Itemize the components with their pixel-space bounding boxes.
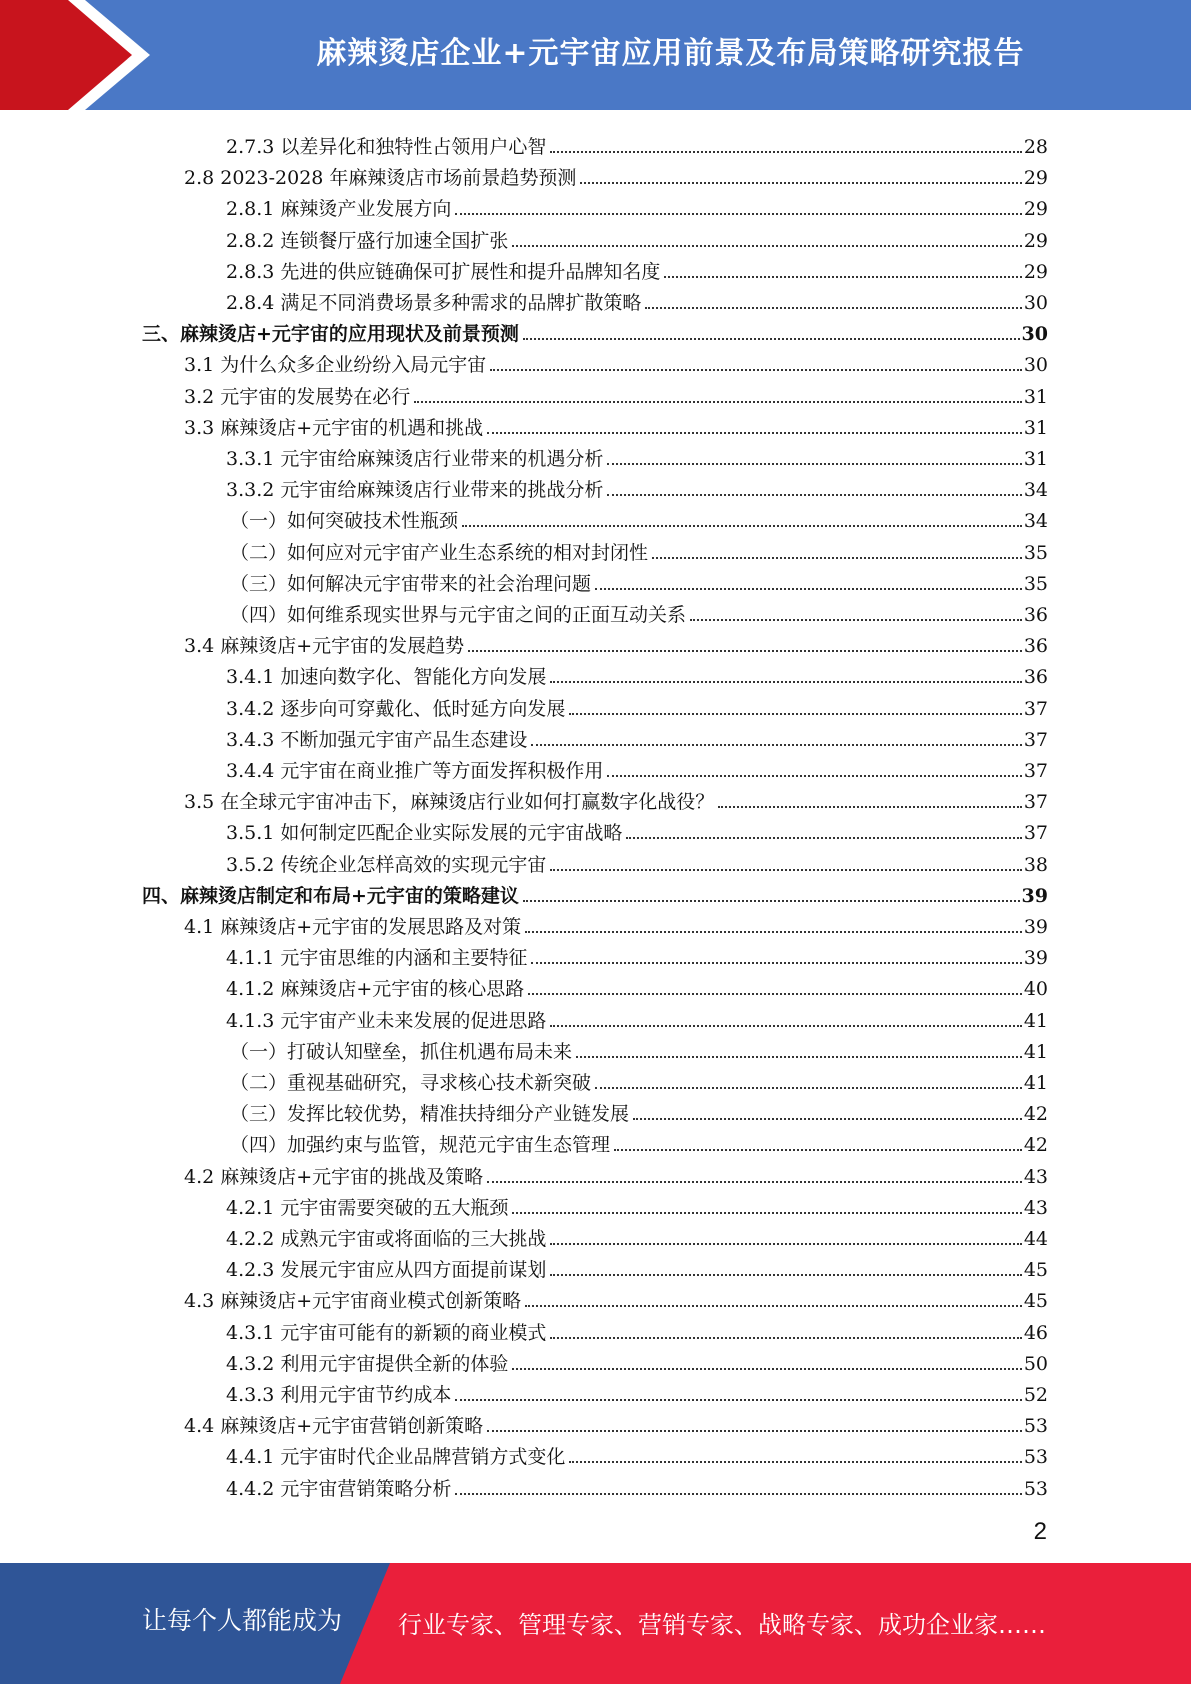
toc-entry[interactable]: [226, 127, 1048, 158]
footer-slogan-left: 让每个人都能成为: [142, 1606, 343, 1635]
toc-entry-label: 3.3.1 元宇宙给麻辣烫店行业带来的机遇分析: [226, 448, 604, 470]
toc-entry[interactable]: [226, 1001, 1048, 1032]
toc-entry-page: 39: [1021, 884, 1048, 907]
toc-entry-label: 4.3.2 利用元宇宙提供全新的体验: [226, 1352, 509, 1375]
toc-entry-label: 3.4.3 不断加强元宇宙产品生态建设: [226, 728, 528, 751]
toc-leader-dots: [718, 806, 1022, 808]
toc-entry-page: 37: [1023, 791, 1048, 814]
toc-entry-label: 4.3.1 元宇宙可能有的新颖的商业模式: [226, 1321, 547, 1344]
toc-entry-label: （四）加强约束与监管，规范元宇宙生态管理: [230, 1134, 611, 1157]
toc-entry-label: 4.3.3 利用元宇宙节约成本: [226, 1384, 452, 1406]
page-number: 2: [1033, 1518, 1047, 1545]
toc-entry-label: 2.8.3 先进的供应链确保可扩展性和提升品牌知名度: [226, 260, 661, 283]
toc-entry[interactable]: [184, 345, 1048, 376]
toc-entry-page: 29: [1023, 229, 1048, 252]
toc-leader-dots: [523, 900, 1020, 902]
toc-entry-label: 4.3 麻辣烫店+元宇宙商业模式创新策略: [184, 1290, 522, 1313]
toc-leader-dots: [633, 1118, 1022, 1120]
toc-leader-dots: [569, 1461, 1021, 1463]
toc-entry[interactable]: [184, 408, 1048, 439]
toc-leader-dots: [645, 307, 1021, 309]
toc-leader-dots: [614, 1149, 1022, 1151]
toc-entry-label: 4.2.2 成熟元宇宙或将面临的三大挑战: [226, 1228, 547, 1250]
toc-entry[interactable]: [230, 595, 1048, 626]
toc-entry-label: 4.4.1 元宇宙时代企业品牌营销方式变化: [226, 1446, 566, 1469]
toc-leader-dots: [523, 338, 1020, 340]
toc-leader-dots: [576, 1056, 1022, 1058]
toc-entry-page: 29: [1023, 167, 1048, 190]
toc-entry-label: 四、麻辣烫店制定和布局+元宇宙的策略建议: [142, 884, 519, 907]
toc-entry-page: 45: [1023, 1259, 1048, 1282]
toc-entry-page: 37: [1023, 822, 1048, 845]
toc-entry[interactable]: [226, 1344, 1048, 1375]
toc-entry-label: 2.7.3 以差异化和独特性占领用户心智: [226, 136, 547, 158]
toc-entry-page: 28: [1023, 136, 1048, 158]
toc-entry-page: 38: [1023, 853, 1048, 876]
toc-entry[interactable]: [184, 1406, 1048, 1437]
toc-entry-page: 41: [1023, 1072, 1048, 1094]
toc-entry-page: 37: [1023, 760, 1048, 782]
toc-entry-label: （二）如何应对元宇宙产业生态系统的相对封闭性: [230, 541, 649, 564]
toc-entry-label: （三）如何解决元宇宙带来的社会治理问题: [230, 572, 592, 595]
toc-entry[interactable]: [226, 720, 1048, 751]
toc-entry-page: 40: [1023, 978, 1048, 1001]
toc-entry-label: 2.8 2023-2028 年麻辣烫店市场前景趋势预测: [184, 167, 577, 190]
toc-entry[interactable]: [230, 533, 1048, 564]
toc-entry-page: 53: [1023, 1415, 1048, 1438]
toc-entry-page: 36: [1023, 604, 1048, 626]
toc-entry-page: 29: [1023, 198, 1048, 221]
toc-entry-page: 41: [1023, 1040, 1048, 1063]
toc-leader-dots: [550, 151, 1021, 153]
toc-entry-label: 3.2 元宇宙的发展势在必行: [184, 385, 411, 408]
toc-entry-page: 39: [1023, 916, 1048, 938]
toc-entry-label: （四）如何维系现实世界与元宇宙之间的正面互动关系: [230, 604, 687, 626]
page-footer: [0, 1563, 1191, 1684]
toc-entry-label: 3.5.2 传统企业怎样高效的实现元宇宙: [226, 853, 547, 876]
toc-leader-dots: [607, 494, 1021, 496]
toc-entry[interactable]: [184, 626, 1048, 657]
toc-leader-dots: [595, 588, 1022, 590]
toc-leader-dots: [512, 1368, 1021, 1370]
toc-entry[interactable]: [226, 252, 1048, 283]
toc-entry-label: 3.4.1 加速向数字化、智能化方向发展: [226, 666, 547, 689]
toc-leader-dots: [512, 245, 1021, 247]
toc-entry[interactable]: [184, 1281, 1048, 1312]
toc-leader-dots: [455, 1399, 1021, 1401]
toc-entry[interactable]: [226, 283, 1048, 314]
toc-entry[interactable]: [226, 969, 1048, 1000]
toc-entry-page: 36: [1023, 635, 1048, 658]
toc-leader-dots: [607, 463, 1021, 465]
toc-entry[interactable]: [226, 938, 1048, 969]
toc-entry-label: 3.5 在全球元宇宙冲击下，麻辣烫店行业如何打赢数字化战役？: [184, 791, 715, 814]
footer-slogan-right: 行业专家、管理专家、营销专家、战略专家、成功企业家……: [398, 1611, 1046, 1639]
toc-entry-label: （三）发挥比较优势，精准扶持细分产业链发展: [230, 1103, 630, 1126]
toc-entry-label: 4.2 麻辣烫店+元宇宙的挑战及策略: [184, 1165, 484, 1188]
toc-entry-page: 42: [1023, 1134, 1048, 1157]
toc-leader-dots: [550, 1243, 1021, 1245]
toc-entry[interactable]: [226, 470, 1048, 501]
toc-leader-dots: [512, 1212, 1021, 1214]
toc-entry[interactable]: [230, 501, 1048, 532]
toc-leader-dots: [455, 1493, 1021, 1495]
toc-leader-dots: [487, 1181, 1022, 1183]
toc-entry[interactable]: [230, 1063, 1048, 1094]
toc-entry-page: 41: [1023, 1009, 1048, 1032]
toc-entry[interactable]: [230, 1125, 1048, 1156]
toc-entry[interactable]: [226, 1219, 1048, 1250]
toc-entry-label: 3.4.4 元宇宙在商业推广等方面发挥积极作用: [226, 760, 604, 782]
toc-leader-dots: [690, 619, 1022, 621]
toc-leader-dots: [531, 744, 1021, 746]
toc-entry[interactable]: [184, 907, 1048, 938]
toc-leader-dots: [414, 401, 1022, 403]
page-header: [0, 0, 1191, 110]
toc-entry[interactable]: [184, 158, 1048, 189]
toc-entry-label: 3.3.2 元宇宙给麻辣烫店行业带来的挑战分析: [226, 479, 604, 502]
toc-entry-page: 31: [1023, 448, 1048, 470]
toc-leader-dots: [664, 276, 1021, 278]
toc-entry-label: 4.1 麻辣烫店+元宇宙的发展思路及对策: [184, 916, 522, 938]
toc-leader-dots: [607, 775, 1021, 777]
toc-leader-dots: [462, 525, 1022, 527]
toc-entry-label: 4.1.2 麻辣烫店+元宇宙的核心思路: [226, 978, 525, 1001]
toc-entry-label: 2.8.2 连锁餐厅盛行加速全国扩张: [226, 229, 509, 252]
toc-entry[interactable]: [184, 377, 1048, 408]
toc-leader-dots: [468, 650, 1022, 652]
toc-leader-dots: [490, 369, 1022, 371]
toc-entry-page: 30: [1023, 292, 1048, 314]
toc-entry-page: 34: [1023, 479, 1048, 502]
toc-leader-dots: [550, 1337, 1021, 1339]
toc-entry-label: 3.3 麻辣烫店+元宇宙的机遇和挑战: [184, 416, 484, 439]
toc-entry-label: 4.4 麻辣烫店+元宇宙营销创新策略: [184, 1415, 484, 1438]
toc-entry[interactable]: [230, 564, 1048, 595]
toc-entry-page: 30: [1021, 323, 1048, 346]
toc-leader-dots: [550, 1274, 1021, 1276]
toc-entry[interactable]: [226, 751, 1048, 782]
toc-leader-dots: [580, 182, 1021, 184]
toc-entry-label: 3.4 麻辣烫店+元宇宙的发展趋势: [184, 635, 465, 658]
toc-entry-page: 31: [1023, 385, 1048, 408]
toc-entry-page: 43: [1023, 1165, 1048, 1188]
toc-entry[interactable]: [226, 1188, 1048, 1219]
toc-entry-label: 4.4.2 元宇宙营销策略分析: [226, 1477, 452, 1500]
toc-entry-page: 52: [1023, 1384, 1048, 1406]
toc-entry-page: 53: [1023, 1477, 1048, 1500]
toc-entry-page: 50: [1023, 1352, 1048, 1375]
toc-entry-page: 34: [1023, 510, 1048, 533]
toc-entry-page: 29: [1023, 260, 1048, 283]
toc-leader-dots: [487, 1430, 1022, 1432]
toc-entry[interactable]: [226, 813, 1048, 844]
toc-entry-page: 37: [1023, 697, 1048, 720]
toc-leader-dots: [550, 1025, 1021, 1027]
toc-entry-page: 35: [1023, 541, 1048, 564]
toc-entry[interactable]: [226, 439, 1048, 470]
toc-entry[interactable]: [226, 1437, 1048, 1468]
toc-entry[interactable]: [230, 1094, 1048, 1125]
toc-entry-label: 三、麻辣烫店+元宇宙的应用现状及前景预测: [142, 323, 519, 346]
toc-leader-dots: [525, 1305, 1022, 1307]
toc-entry[interactable]: [226, 1250, 1048, 1281]
header-red-arrow-icon: [0, 0, 132, 110]
toc-leader-dots: [652, 557, 1022, 559]
toc-entry[interactable]: [184, 1157, 1048, 1188]
toc-entry-page: 42: [1023, 1103, 1048, 1126]
toc-leader-dots: [525, 931, 1022, 933]
toc-entry-label: 4.2.1 元宇宙需要突破的五大瓶颈: [226, 1196, 509, 1219]
toc-leader-dots: [487, 432, 1022, 434]
toc-entry-page: 46: [1023, 1321, 1048, 1344]
toc-entry-label: （二）重视基础研究，寻求核心技术新突破: [230, 1072, 592, 1094]
toc-entry-label: 3.4.2 逐步向可穿戴化、低时延方向发展: [226, 697, 566, 720]
toc-entry[interactable]: [226, 689, 1048, 720]
toc-entry-page: 45: [1023, 1290, 1048, 1313]
toc-entry[interactable]: [226, 657, 1048, 688]
toc-entry[interactable]: [142, 314, 1048, 345]
report-title: 麻辣烫店企业+元宇宙应用前景及布局策略研究报告: [316, 36, 1025, 71]
toc-entry[interactable]: [142, 876, 1048, 907]
toc-entry-label: 3.5.1 如何制定匹配企业实际发展的元宇宙战略: [226, 822, 623, 845]
toc-leader-dots: [528, 993, 1022, 995]
toc-entry-page: 36: [1023, 666, 1048, 689]
toc-entry-page: 53: [1023, 1446, 1048, 1469]
toc-entry[interactable]: [226, 221, 1048, 252]
toc-entry-label: 2.8.4 满足不同消费场景多种需求的品牌扩散策略: [226, 292, 642, 314]
toc-leader-dots: [455, 213, 1021, 215]
toc-entry-page: 39: [1023, 947, 1048, 970]
toc-entry-page: 35: [1023, 572, 1048, 595]
toc-entry-page: 43: [1023, 1196, 1048, 1219]
toc-entry[interactable]: [226, 189, 1048, 220]
toc-entry-page: 31: [1023, 416, 1048, 439]
toc-leader-dots: [531, 962, 1021, 964]
toc-entry-label: （一）打破认知壁垒，抓住机遇布局未来: [230, 1040, 573, 1063]
toc-leader-dots: [626, 837, 1021, 839]
toc-entry[interactable]: [226, 845, 1048, 876]
toc-leader-dots: [595, 1087, 1022, 1089]
toc-leader-dots: [569, 713, 1021, 715]
toc-entry-label: 4.1.1 元宇宙思维的内涵和主要特征: [226, 947, 528, 970]
toc-entry[interactable]: [184, 782, 1048, 813]
toc-leader-dots: [550, 869, 1021, 871]
toc-entry-page: 44: [1023, 1228, 1048, 1250]
toc-leader-dots: [550, 681, 1021, 683]
toc-entry-label: （一）如何突破技术性瓶颈: [230, 510, 459, 533]
toc-entry[interactable]: [226, 1375, 1048, 1406]
toc-entry-label: 4.2.3 发展元宇宙应从四方面提前谋划: [226, 1259, 547, 1282]
toc-entry-page: 30: [1023, 354, 1048, 377]
toc-entry-page: 37: [1023, 728, 1048, 751]
toc-entry[interactable]: [226, 1469, 1048, 1500]
toc-entry[interactable]: [230, 1032, 1048, 1063]
toc-entry-label: 2.8.1 麻辣烫产业发展方向: [226, 198, 452, 221]
toc-entry-label: 4.1.3 元宇宙产业未来发展的促进思路: [226, 1009, 547, 1032]
toc-entry[interactable]: [226, 1313, 1048, 1344]
toc-entry-label: 3.1 为什么众多企业纷纷入局元宇宙: [184, 354, 487, 377]
